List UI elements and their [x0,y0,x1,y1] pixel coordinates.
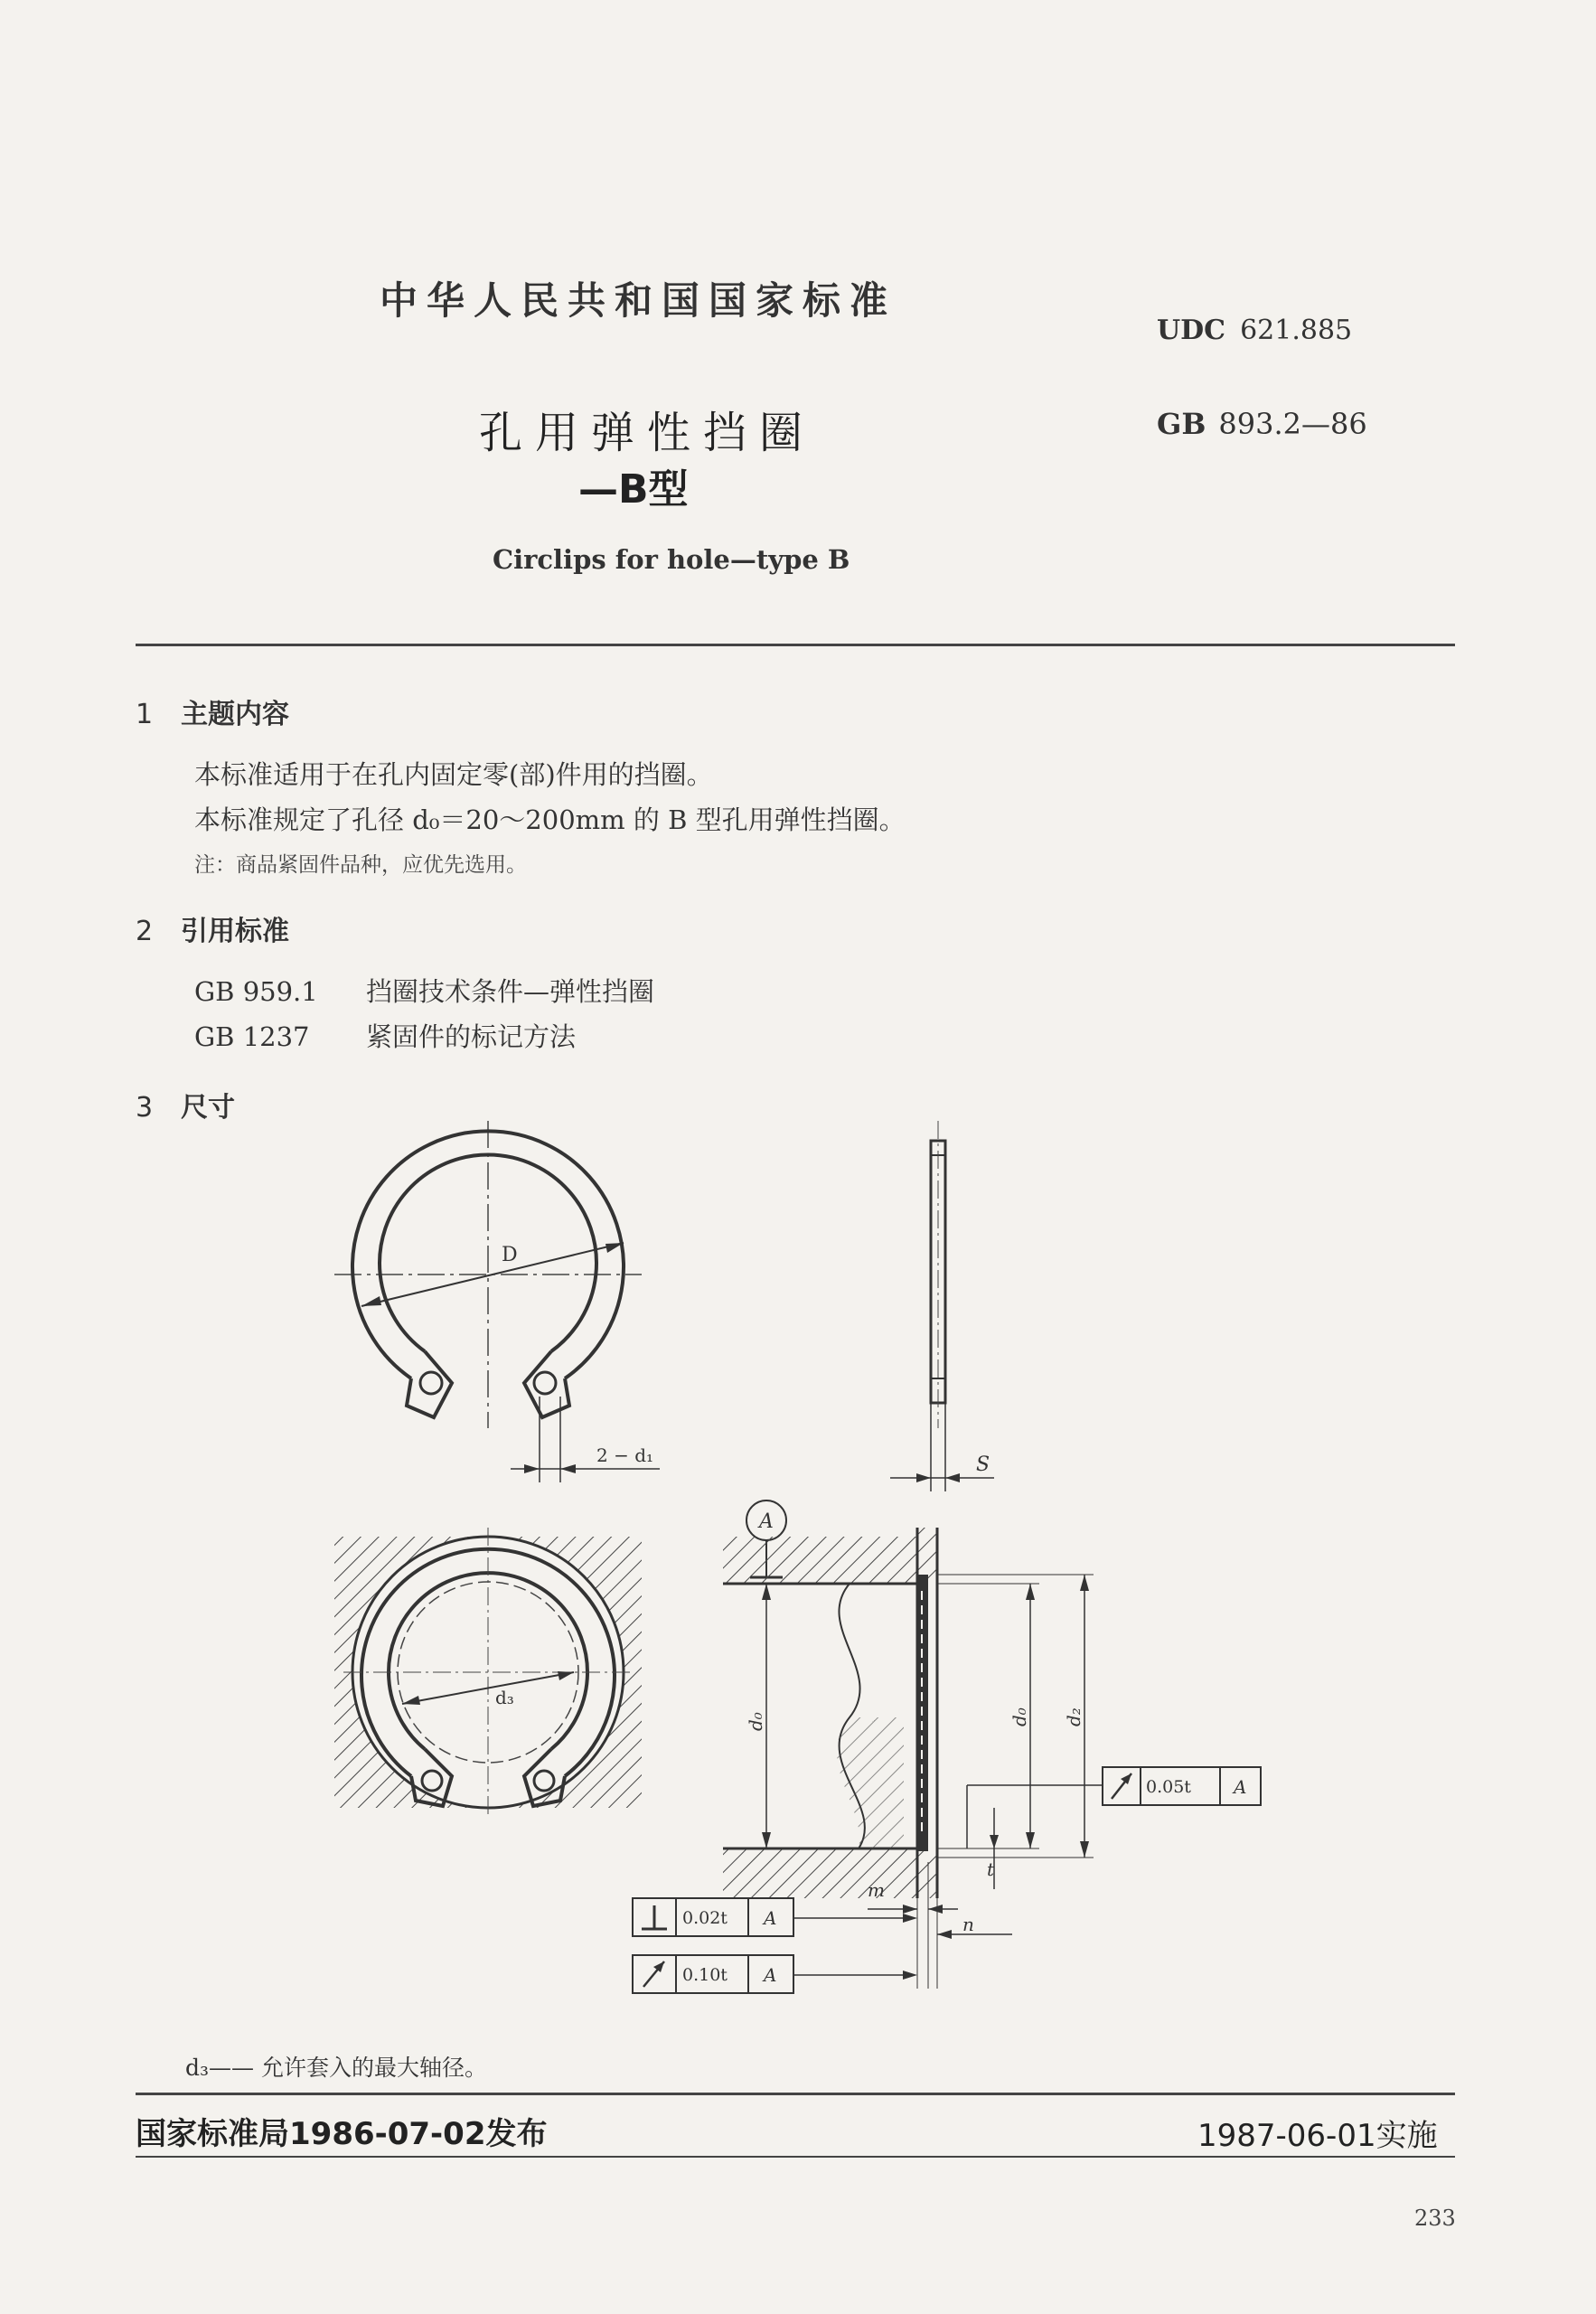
section-1-paragraph-2: 本标准规定了孔径 d₀＝20～200mm 的 B 型孔用弹性挡圈。 [194,804,906,835]
section-1-note: 注：商品紧固件品种，应优先选用。 [194,853,527,877]
udc-value: 621.885 [1240,315,1353,346]
gb-label: GB [1157,407,1206,441]
d3-note: d₃—— 允许套入的最大轴径。 [185,2055,487,2081]
tol-value: 0.02t [682,1908,728,1928]
english-title: Circlips for hole—type B [493,544,850,575]
dim-d2-label: d₂ [1063,1707,1084,1726]
national-standard-heading: 中华人民共和国国家标准 [380,278,897,323]
section-title: 引用标准 [181,916,289,947]
reference-code: GB 1237 [194,1021,310,1052]
datum-A-label: A [759,1510,774,1533]
section-1-paragraph-1: 本标准适用于在孔内固定零(部)件用的挡圈。 [194,759,713,790]
circlip-side-view [890,1121,994,1491]
dim-d3-label: d₃ [495,1687,514,1708]
tolerance-frame-perpendicularity [633,1898,793,1936]
dim-d0-left-label: d₀ [745,1712,766,1731]
dim-n-label: n [962,1914,974,1935]
reference-code: GB 959.1 [194,976,318,1007]
document-title: 孔用弹性挡圈 [479,408,816,458]
footer-bottom-divider [136,2156,1455,2158]
section-title: 主题内容 [181,699,289,730]
udc-label: UDC [1157,315,1226,346]
section-number: 3 [136,1092,154,1124]
issue-date: 国家标准局1986-07-02发布 [136,2116,548,2152]
reference-name: 紧固件的标记方法 [366,1021,577,1052]
section-number: 2 [136,916,154,947]
gb-value: 893.2—86 [1218,407,1367,441]
effective-date: 1987-06-01实施 [1197,2118,1438,2154]
tolerance-frame-runout-010 [633,1955,793,1993]
dim-m-label: m [868,1879,885,1901]
circlip-front-view [334,1121,660,1482]
dim-D-label: D [502,1244,518,1266]
tol-datum: A [764,1907,777,1929]
page-number: 233 [1414,2206,1456,2231]
reference-name: 挡圈技术条件—弹性挡圈 [366,976,655,1007]
footer-divider [136,2093,1455,2095]
section-number: 1 [136,699,154,730]
dim-d0-right-label: d₀ [1009,1707,1030,1726]
installed-front-view [334,1528,642,1817]
installed-section-view [723,1500,1103,1989]
tol-datum: A [764,1964,777,1986]
tol-datum: A [1234,1776,1247,1798]
section-title: 尺寸 [181,1092,235,1124]
document-subtitle: —B型 [578,466,689,513]
tol-value: 0.10t [682,1965,728,1985]
tol-value: 0.05t [1146,1777,1191,1797]
dim-2d1-label: 2 − d₁ [596,1444,654,1466]
tolerance-frame-runout-005 [1103,1767,1261,1805]
dim-S-label: S [976,1453,990,1476]
dim-t-label: t [987,1858,995,1880]
